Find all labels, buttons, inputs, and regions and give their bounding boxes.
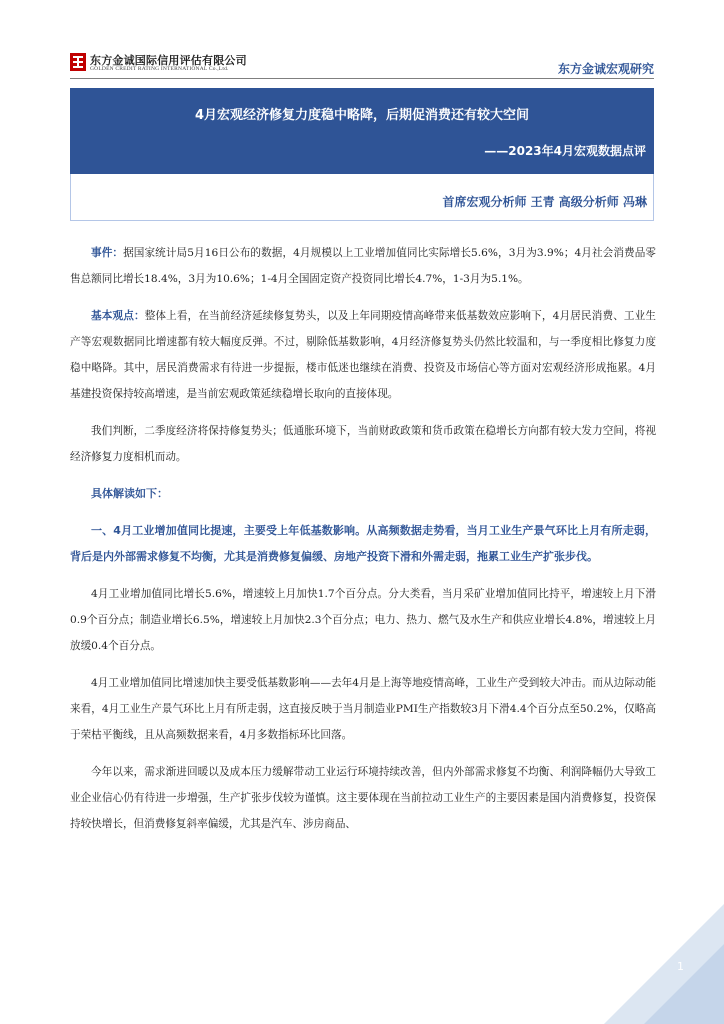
industry-paragraph-3: 今年以来，需求渐进回暖以及成本压力缓解带动工业运行环境持续改善，但内外部需求修复不均衡、利润降幅仍大导致工业企业信心仍有待进一步增强，生产扩张步伐较为谨慎。这主要体现在当前拉动工业生产的主要因素是国内消费修复，投资保持较快增长，但消费修复斜率偏缓，尤其是汽车、涉房商品、 xyxy=(70,766,656,830)
company-logo-icon xyxy=(70,53,86,71)
industry-paragraph-2: 4月工业增加值同比增速加快主要受低基数影响——去年4月是上海等地疫情高峰，工业生产受到较大冲击。而从边际动能来看，4月工业生产景气环比上月有所走弱，这直接反映于当月制造业PMI生产指数较3月下滑4.4个百分点至50.2%，仅略高于荣枯平衡线，且从高频数据来看，4月多数指标环比回落。 xyxy=(70,677,656,741)
event-label: 事件： xyxy=(91,247,124,259)
company-name-cn: 东方金诚国际信用评估有限公司 xyxy=(90,54,247,67)
author-line: 首席宏观分析师 王青 高级分析师 冯琳 xyxy=(442,195,647,209)
detail-heading: 具体解读如下： xyxy=(91,487,168,500)
brand-label: 东方金诚宏观研究 xyxy=(557,62,654,76)
judgement-paragraph: 我们判断，二季度经济将保持修复势头；低通胀环境下，当前财政政策和货币政策在稳增长方向都有较大发力空间，将视经济修复力度相机而动。 xyxy=(70,425,656,463)
page-corner-decoration xyxy=(604,904,724,1024)
industry-paragraph-1: 4月工业增加值同比增长5.6%，增速较上月加快1.7个百分点。分大类看，当月采矿业增加值同比持平，增速较上月下滑0.9个百分点；制造业增长6.5%，增速较上月加快2.3个百分点；电力、热力、燃气及水生产和供应业增长4.8%，增速较上月放缓0.4个百分点。 xyxy=(70,588,656,652)
page-number: 1 xyxy=(677,960,684,973)
title-banner xyxy=(70,88,654,174)
view-paragraph xyxy=(70,303,656,407)
report-body xyxy=(70,240,656,848)
view-text: 整体上看，在当前经济延续修复势头，以及上年同期疫情高峰带来低基数效应影响下，4月居民消费、工业生产等宏观数据同比增速都有较大幅度反弹。不过，剔除低基数影响，4月经济修复势头仍然比较温和，与一季度相比修复力度稳中略降。其中，居民消费需求有待进一步提振，楼市低迷也继续在消费、投资及市场信心等方面对宏观经济形成拖累。4月基建投资保持较高增速，是当前宏观政策延续稳增长取向的直接体现。 xyxy=(70,310,656,400)
section-1-heading: 一、4月工业增加值同比提速，主要受上年低基数影响。从高频数据走势看，当月工业生产景气环比上月有所走弱，背后是内外部需求修复不均衡，尤其是消费修复偏缓、房地产投资下滑和外需走弱，拖累工业生产扩张步伐。 xyxy=(70,524,656,563)
event-text: 据国家统计局5月16日公布的数据，4月规模以上工业增加值同比实际增长5.6%，3月为3.9%；4月社会消费品零售总额同比增长18.4%，3月为10.6%；1-4月全国固定资产投资同比增长4.7%，1-3月为5.1%。 xyxy=(70,247,657,285)
report-title: 4月宏观经济修复力度稳中略降，后期促消费还有较大空间 xyxy=(194,108,530,123)
view-label: 基本观点： xyxy=(91,310,145,322)
page-header xyxy=(0,0,724,86)
company-name-en: GOLDEN CREDIT RATING INTERNATIONAL Co.,Ltd. xyxy=(90,66,229,72)
event-paragraph xyxy=(70,240,656,292)
author-box xyxy=(70,174,654,221)
header-divider xyxy=(70,78,654,79)
report-subtitle: ——2023年4月宏观数据点评 xyxy=(484,144,646,158)
